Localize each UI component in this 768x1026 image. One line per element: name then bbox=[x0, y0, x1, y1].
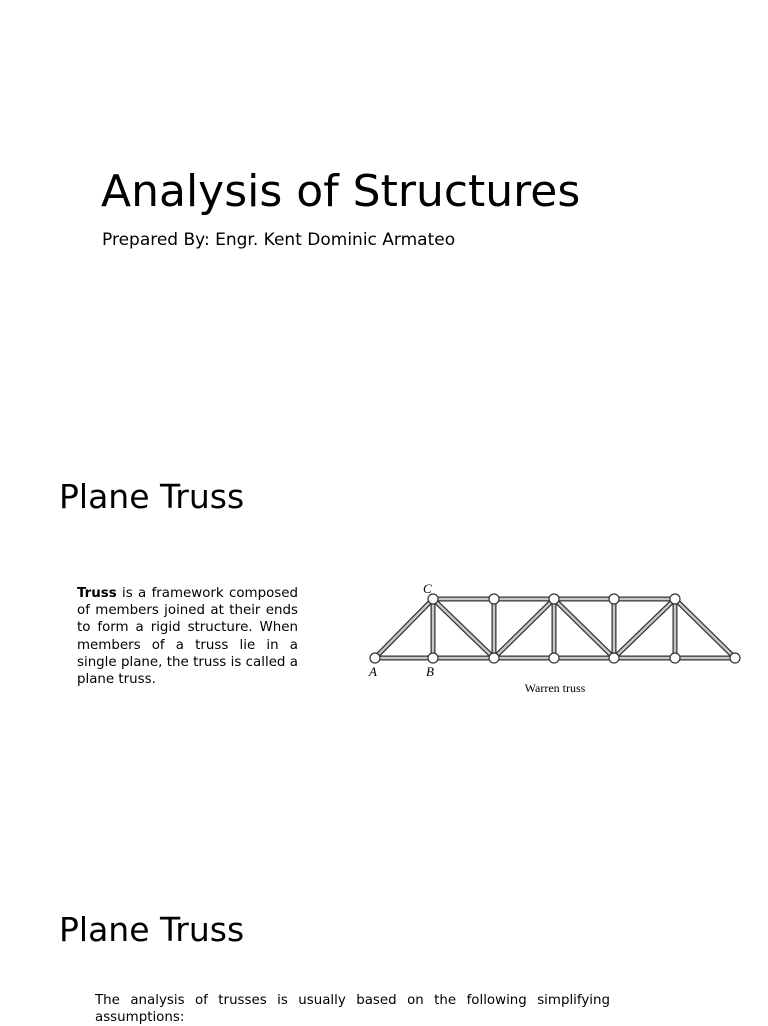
truss-joint bbox=[670, 653, 680, 663]
truss-member-fill bbox=[675, 599, 735, 658]
author-line: Prepared By: Engr. Kent Dominic Armateo bbox=[102, 230, 456, 250]
warren-truss-figure bbox=[363, 578, 747, 698]
slide-title bbox=[0, 0, 768, 430]
truss-joint bbox=[370, 653, 380, 663]
slide-plane-truss-definition bbox=[0, 430, 768, 860]
definition-term: Truss bbox=[77, 586, 117, 601]
slide-plane-truss-assumptions bbox=[0, 860, 768, 1024]
joint-label-a: A bbox=[369, 664, 377, 679]
truss-joint bbox=[670, 594, 680, 604]
truss-member-fill bbox=[375, 599, 433, 658]
truss-joint bbox=[489, 653, 499, 663]
presentation-title: Analysis of Structures bbox=[101, 166, 581, 217]
figure-caption: Warren truss bbox=[524, 681, 586, 695]
truss-joint bbox=[609, 653, 619, 663]
truss-joint bbox=[549, 653, 559, 663]
truss-joint bbox=[609, 594, 619, 604]
truss-joint bbox=[428, 653, 438, 663]
slide-heading: Plane Truss bbox=[59, 910, 245, 949]
slide-heading: Plane Truss bbox=[59, 477, 245, 516]
truss-joint bbox=[549, 594, 559, 604]
definition-text: is a framework composed of members joined at their ends to form a rigid structure. When members of a truss lie in a single plane, the truss is called a plane truss. bbox=[77, 586, 298, 688]
joint-label-b: B bbox=[426, 664, 434, 679]
joint-label-c: C bbox=[423, 581, 432, 596]
assumptions-intro: The analysis of trusses is usually based on the following simplifying assumptions: bbox=[95, 993, 610, 1025]
warren-truss-diagram bbox=[363, 578, 747, 698]
truss-members bbox=[375, 599, 735, 658]
truss-joint bbox=[730, 653, 740, 663]
truss-member-fill bbox=[494, 599, 554, 658]
truss-member-fill bbox=[433, 599, 494, 658]
truss-definition bbox=[77, 585, 298, 688]
truss-member-fill bbox=[614, 599, 675, 658]
truss-joint bbox=[489, 594, 499, 604]
truss-member-fill bbox=[554, 599, 614, 658]
